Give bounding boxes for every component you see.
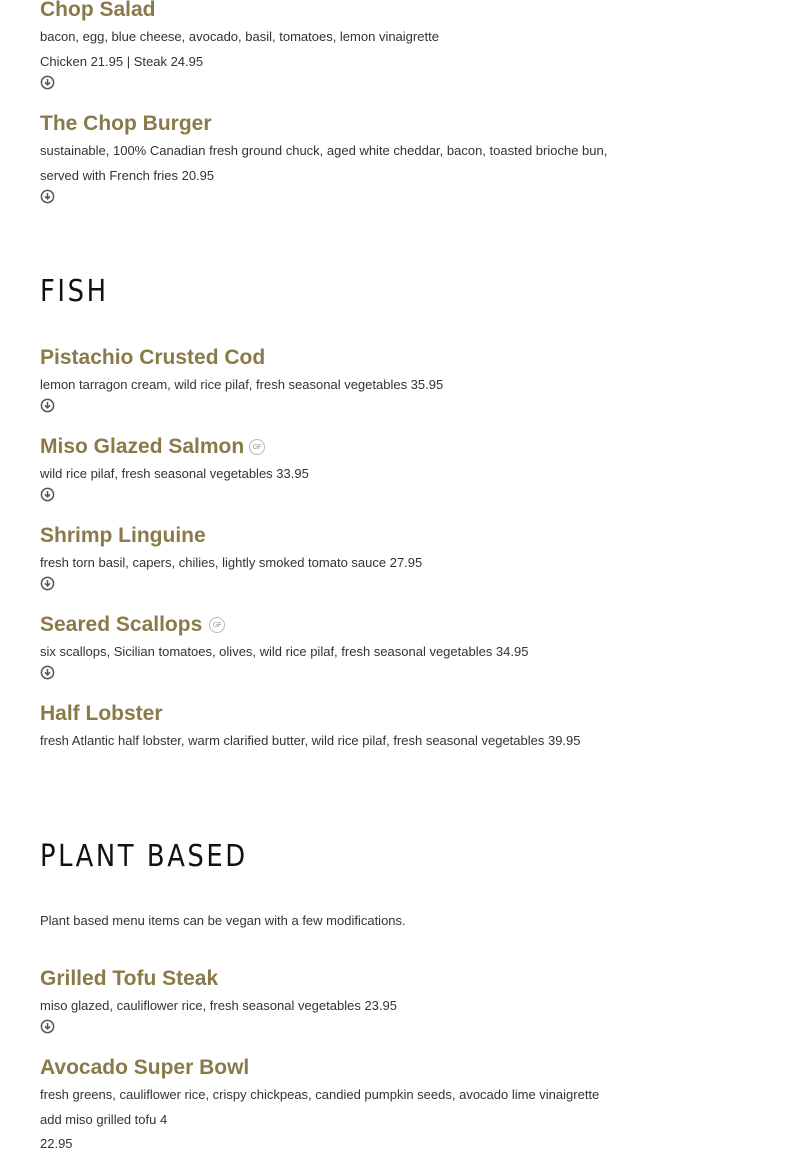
section-title-fish: FISH — [40, 274, 109, 309]
item-title: The Chop Burger — [40, 112, 212, 135]
item-description: fresh greens, cauliflower rice, crispy chickpeas, candied pumpkin seeds, avocado lime vinaigrette — [40, 1087, 600, 1102]
item-description: fresh Atlantic half lobster, warm clarified butter, wild rice pilaf, fresh seasonal vegetables 39.95 — [40, 733, 581, 748]
gluten-free-icon: GF — [209, 617, 225, 633]
item-description: bacon, egg, blue cheese, avocado, basil, tomatoes, lemon vinaigrette — [40, 29, 439, 44]
item-title: Pistachio Crusted Cod — [40, 346, 266, 369]
expand-chevron-down-icon[interactable] — [40, 576, 55, 591]
item-price: 22.95 — [40, 1136, 73, 1151]
expand-chevron-down-icon[interactable] — [40, 1019, 55, 1034]
expand-chevron-down-icon[interactable] — [40, 75, 55, 90]
item-description: wild rice pilaf, fresh seasonal vegetables 33.95 — [40, 466, 309, 481]
section-note: Plant based menu items can be vegan with a few modifications. — [40, 913, 406, 928]
item-description: fresh torn basil, capers, chilies, lightly smoked tomato sauce 27.95 — [40, 555, 423, 570]
item-description: served with French fries 20.95 — [40, 168, 215, 183]
expand-chevron-down-icon[interactable] — [40, 487, 55, 502]
gluten-free-icon: GF — [249, 439, 265, 455]
item-description: miso glazed, cauliflower rice, fresh seasonal vegetables 23.95 — [40, 998, 397, 1013]
item-title: Half Lobster — [40, 702, 163, 725]
item-title: Grilled Tofu Steak — [40, 967, 219, 990]
item-title: Chop Salad — [40, 0, 156, 21]
item-price: Chicken 21.95 | Steak 24.95 — [40, 54, 204, 69]
item-title: Seared Scallops — [40, 613, 203, 636]
expand-chevron-down-icon[interactable] — [40, 398, 55, 413]
item-title: Avocado Super Bowl — [40, 1056, 250, 1079]
expand-chevron-down-icon[interactable] — [40, 665, 55, 680]
item-description: six scallops, Sicilian tomatoes, olives, wild rice pilaf, fresh seasonal vegetables 34.95 — [40, 644, 529, 659]
expand-chevron-down-icon[interactable] — [40, 189, 55, 204]
item-addon: add miso grilled tofu 4 — [40, 1112, 168, 1127]
item-title: Shrimp Linguine — [40, 524, 206, 547]
item-description: sustainable, 100% Canadian fresh ground chuck, aged white cheddar, bacon, toasted brioche bun, — [40, 143, 608, 158]
section-title-plant-based: PLANT BASED — [40, 839, 248, 874]
item-title: Miso Glazed Salmon — [40, 435, 245, 458]
item-description: lemon tarragon cream, wild rice pilaf, fresh seasonal vegetables 35.95 — [40, 377, 444, 392]
